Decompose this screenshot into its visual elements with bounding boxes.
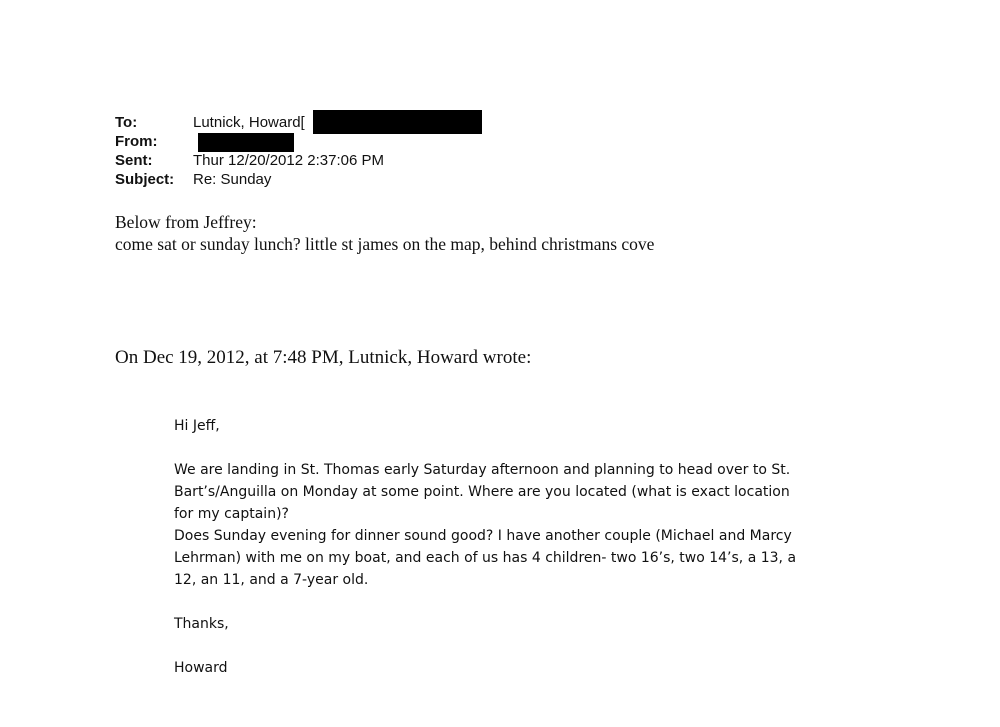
to-label: To: — [115, 114, 138, 131]
reply-paragraph — [174, 459, 854, 591]
intro-line: Below from Jeffrey: — [115, 212, 257, 232]
subject-value: Re: Sunday — [193, 171, 272, 188]
quoted-reply — [174, 415, 854, 679]
reply-line: for my captain)? — [174, 506, 289, 522]
reply-line: Lehrman) with me on my boat, and each of us has 4 children- two 16’s, two 14’s, a 13, a — [174, 550, 797, 566]
to-row — [115, 113, 384, 132]
subject-label: Subject: — [115, 171, 175, 188]
reply-line: We are landing in St. Thomas early Saturday afternoon and planning to head over to St. — [174, 462, 791, 478]
sent-value: Thur 12/20/2012 2:37:06 PM — [193, 152, 384, 169]
sent-label: Sent: — [115, 152, 153, 169]
redaction-box-from — [198, 133, 294, 152]
subject-row — [115, 170, 384, 189]
from-label: From: — [115, 133, 158, 150]
reply-line: Does Sunday evening for dinner sound good? I have another couple (Michael and Marcy — [174, 528, 792, 544]
reply-greeting: Hi Jeff, — [174, 418, 220, 434]
to-value: Lutnick, Howard[ — [193, 114, 305, 131]
reply-signature: Howard — [174, 660, 228, 676]
sent-row — [115, 151, 384, 170]
quote-header: On Dec 19, 2012, at 7:48 PM, Lutnick, Howard wrote: — [115, 347, 532, 368]
reply-line: Bart’s/Anguilla on Monday at some point. Where are you located (what is exact location — [174, 484, 790, 500]
spacer — [174, 591, 854, 613]
message-body — [115, 211, 654, 255]
message-line: come sat or sunday lunch? little st james on the map, behind christmans cove — [115, 234, 655, 254]
reply-closing: Thanks, — [174, 616, 229, 632]
from-row — [115, 132, 384, 151]
email-header — [115, 113, 384, 189]
reply-line: 12, an 11, and a 7-year old. — [174, 572, 369, 588]
redaction-box-to — [313, 110, 482, 134]
